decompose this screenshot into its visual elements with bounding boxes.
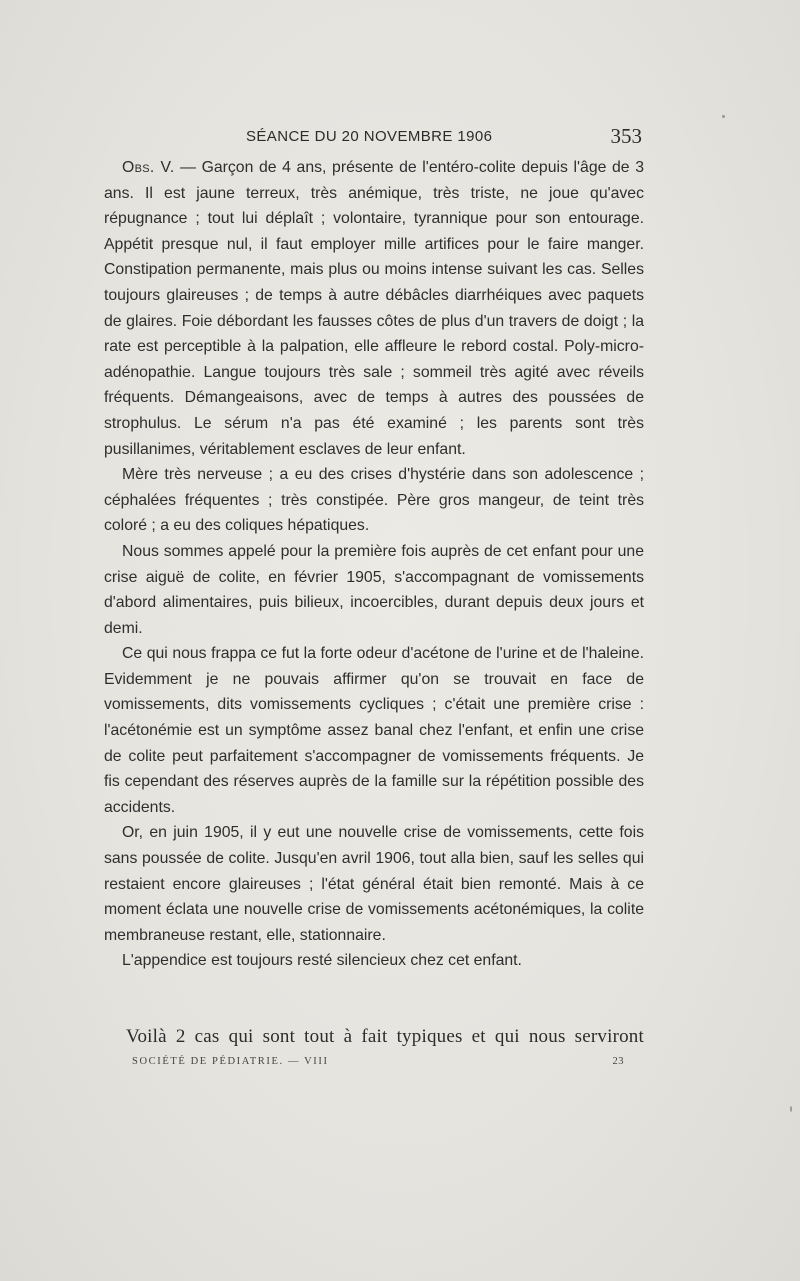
running-title: SÉANCE DU 20 NOVEMBRE 1906 xyxy=(246,128,493,145)
signature-number: 23 xyxy=(612,1056,624,1067)
signature-footer xyxy=(132,1056,624,1074)
page-number: 353 xyxy=(610,124,642,148)
paper-speck xyxy=(722,115,725,118)
observation-label: Obs. V. xyxy=(122,159,175,176)
paragraph-family-history: Mère très nerveuse ; a eu des crises d'hystérie dans son adolescence ; céphalées fréquentes ; très constipée. Père gros mangeur, de teint très coloré ; a eu des coliques hépatiques. xyxy=(104,466,644,535)
paragraph-recurrence: Or, en juin 1905, il y eut une nouvelle crise de vomissements, cette fois sans poussée de colite. Jusqu'en avril 1906, tout alla bien, sauf les selles qui restaient encore glaireuses ; l'état général était bien remonté. Mais à ce moment éclata une nouvelle crise de vomissements acétonémiques, la colite membraneuse restant, elle, stationnaire. xyxy=(104,824,644,944)
paragraph-acetone: Ce qui nous frappa ce fut la forte odeur d'acétone de l'urine et de l'haleine. Evidemment je ne pouvais affirmer qu'on se trouvait en face de vomissements, dits vomissements cycliques ; c'était une première crise : l'acétonémie est un symptôme assez banal chez l'enfant, et enfin une crise de colite peut parfaitement s'accompagner de vomissements fréquents. Je fis cependant des réserves auprès de la famille sur la répétition possible des accidents. xyxy=(104,645,644,816)
closing-line: Voilà 2 cas qui sont tout à fait typiques et qui nous serviront xyxy=(126,1026,644,1047)
observation-text: — Garçon de 4 ans, présente de l'entéro-colite depuis l'âge de 3 ans. Il est jaune terreux, très anémique, très triste, ne joue qu'avec répugnance ; tout lui déplaît ; volontaire, tyrannique pour son entourage. Appétit presque nul, il faut employer mille artifices pour le faire manger. Constipation permanente, mais plus ou moins intense suivant les cas. Selles toujours glaireuses ; de temps à autre débâcles diarrhéiques avec paquets de glaires. Foie débordant les fausses côtes de plus d'un travers de doigt ; la rate est perceptible à la palpation, elle affleure le rebord costal. Poly-micro-adénopathie. Langue toujours très sale ; sommeil très agité avec réveils fréquents. Démangeaisons, avec de temps à autres des poussées de strophulus. Le sérum n'a pas été examiné ; les parents sont très pusillanimes, véritablement esclaves de leur enfant. xyxy=(104,159,644,458)
paragraph-first-crisis: Nous sommes appelé pour la première fois auprès de cet enfant pour une crise aiguë de colite, en février 1905, s'accompagnant de vomissements d'abord alimentaires, puis bilieux, incoercibles, durant depuis deux jours et demi. xyxy=(104,542,644,637)
running-head xyxy=(106,124,646,152)
paragraph-observation xyxy=(104,155,644,462)
signature-mark: SOCIÉTÉ DE PÉDIATRIE. — VIII xyxy=(132,1056,329,1067)
paragraph-appendix: L'appendice est toujours resté silencieux chez cet enfant. xyxy=(122,952,522,970)
body-text xyxy=(104,155,644,974)
paper-speck xyxy=(790,1106,792,1112)
